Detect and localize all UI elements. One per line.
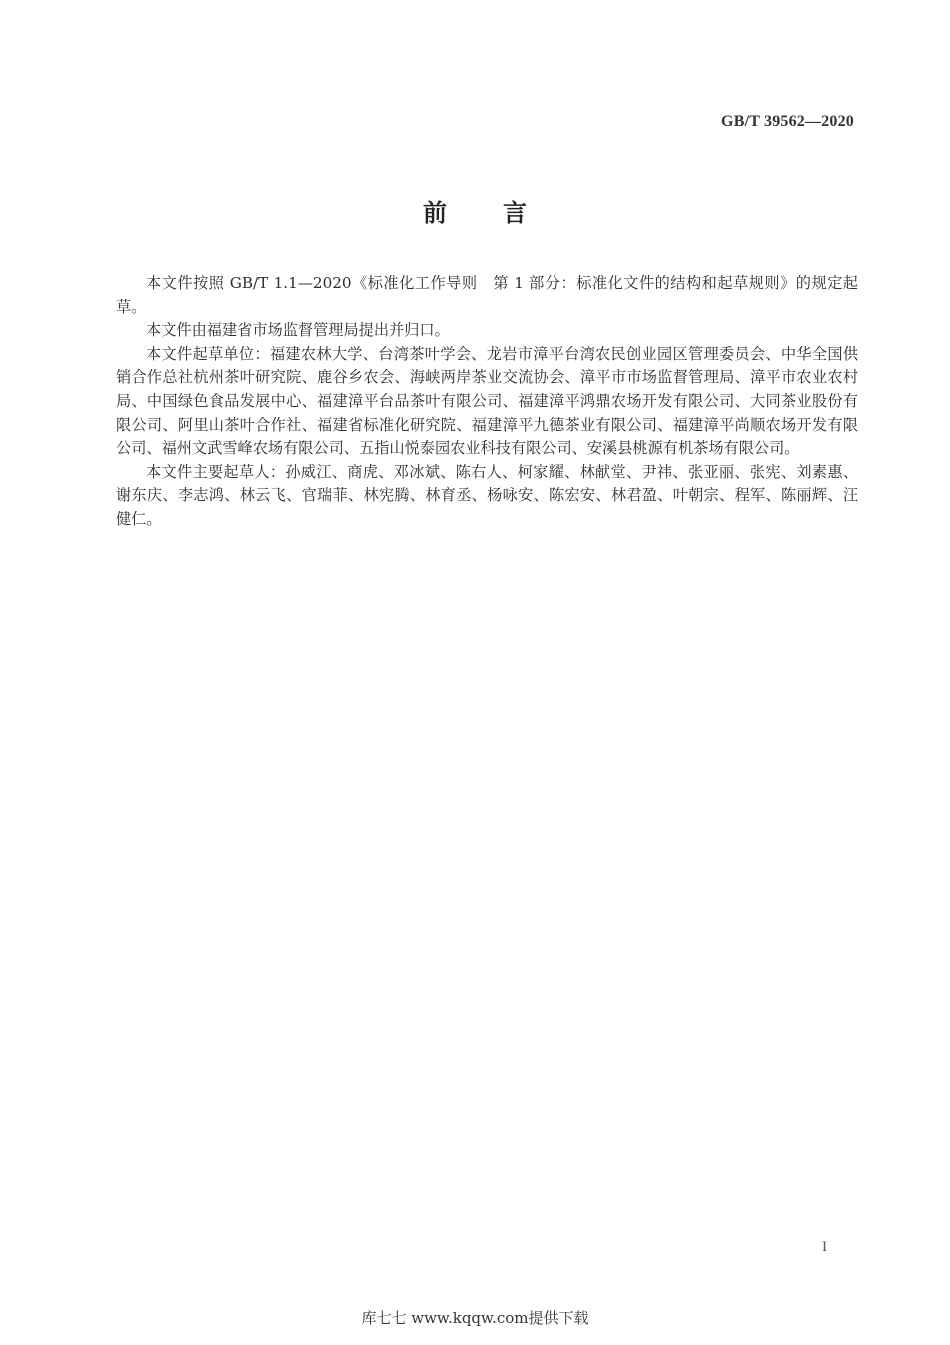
paragraph-drafting-units: 本文件起草单位：福建农林大学、台湾茶叶学会、龙岩市漳平台湾农民创业园区管理委员会、中华全国供销合作总社杭州茶叶研究院、鹿谷乡农会、海峡两岸茶业交流协会、漳平市市场监督管理局、漳平市农业农村局、中国绿色食品发展中心、福建漳平台品茶叶有限公司、福建漳平鸿鼎农场开发有限公司、大同茶业股份有限公司、阿里山茶叶合作社、福建省标准化研究院、福建漳平九德茶业有限公司、福建漳平尚顺农场开发有限公司、福州文武雪峰农场有限公司、五指山悦泰园农业科技有限公司、安溪县桃源有机茶场有限公司。: [116, 344, 858, 458]
paragraph-proposer: 本文件由福建省市场监督管理局提出并归口。: [146, 321, 450, 340]
standard-code: GB/T 39562—2020: [721, 113, 854, 130]
paragraph-drafters: 本文件主要起草人：孙威江、商虎、邓冰斌、陈右人、柯家耀、林献堂、尹祎、张亚丽、张宪、刘素惠、谢东庆、李志鸿、林云飞、官瑞菲、林宪腾、林育丞、杨咏安、陈宏安、林君盈、叶朝宗、程军、陈丽辉、汪健仁。: [116, 462, 858, 528]
preface-body: [116, 272, 858, 532]
paragraph-drafting-rules: 本文件按照 GB/T 1.1—2020《标准化工作导则 第 1 部分：标准化文件的结构和起草规则》的规定起草。: [116, 274, 858, 316]
page-number: I: [822, 1239, 827, 1255]
page-title: 前言: [423, 199, 583, 227]
download-footer: 库七七 www.kqqw.com提供下载: [361, 1309, 589, 1327]
